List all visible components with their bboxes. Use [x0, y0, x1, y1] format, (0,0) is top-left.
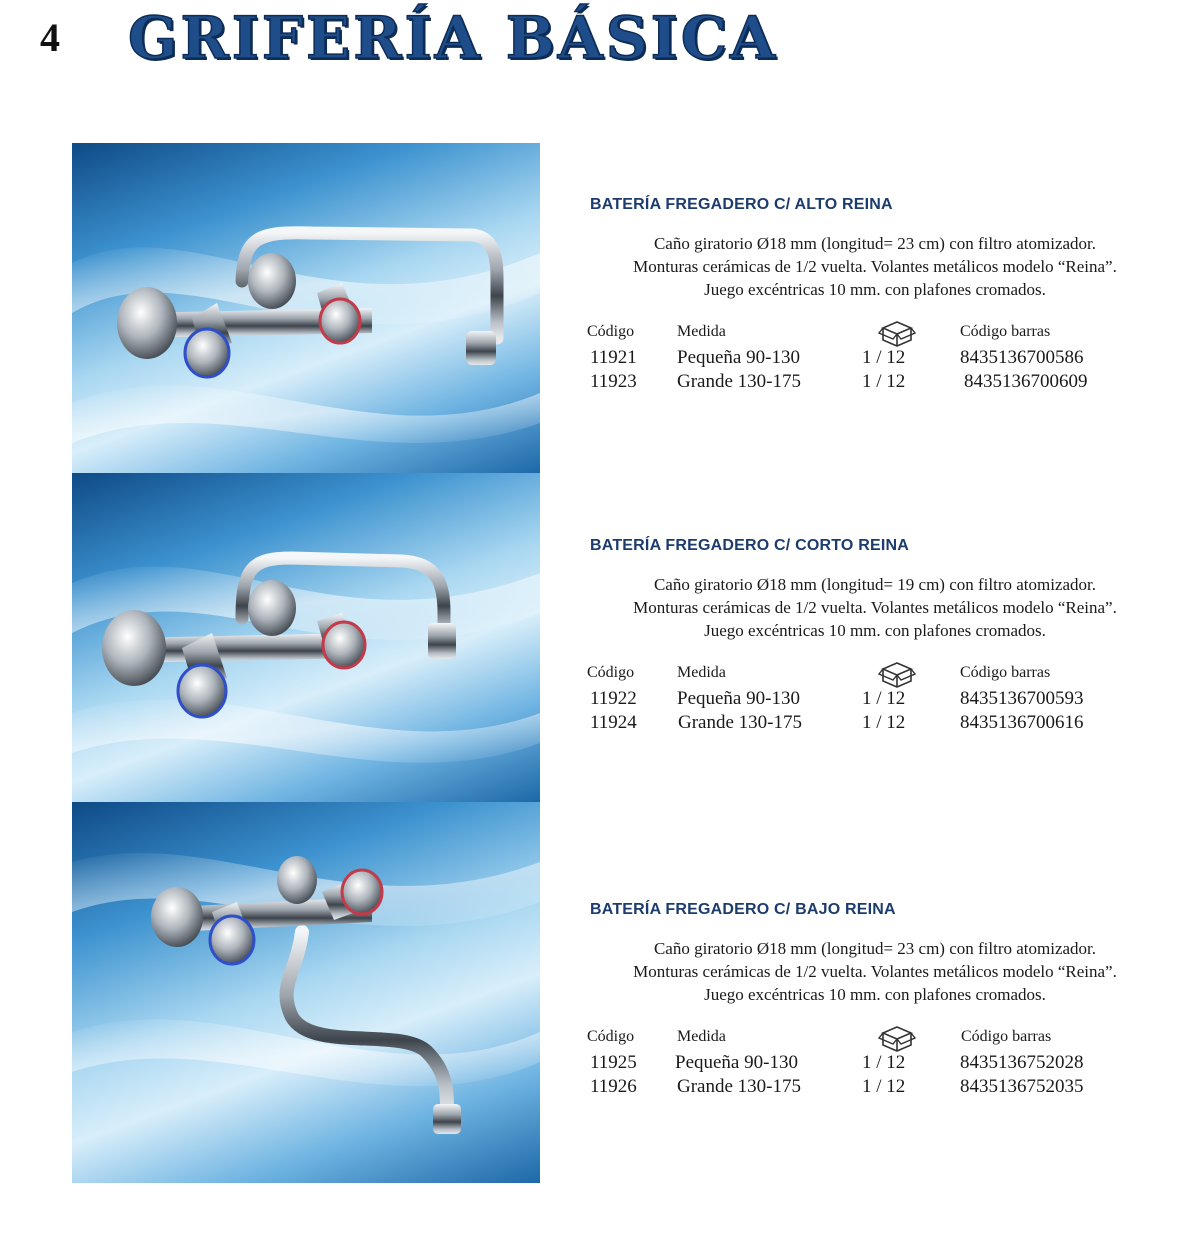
product-title: BATERÍA FREGADERO C/ ALTO REINA — [590, 196, 893, 213]
product-photo-alto — [72, 143, 540, 473]
product-table — [580, 1028, 1170, 1108]
product-barcode: 8435136700609 — [964, 371, 1088, 392]
column-header-size: Medida — [677, 323, 726, 340]
column-header-code: Código — [587, 323, 635, 340]
description-line: Caño giratorio Ø18 mm (longitud= 23 cm) con filtro atomizador. — [653, 939, 1097, 958]
product-size: Grande 130-175 — [677, 1076, 801, 1097]
product-title: BATERÍA FREGADERO C/ BAJO REINA — [590, 901, 896, 918]
description-line: Caño giratorio Ø18 mm (longitud= 23 cm) con filtro atomizador. — [653, 234, 1097, 253]
page-title: GRIFERÍA BÁSICA — [128, 4, 778, 72]
product-description — [580, 232, 1170, 301]
product-code: 11924 — [590, 712, 637, 733]
box-icon — [878, 1024, 916, 1052]
product-barcode: 8435136700593 — [960, 688, 1084, 709]
description-line: Caño giratorio Ø18 mm (longitud= 19 cm) con filtro atomizador. — [653, 575, 1097, 594]
description-line: Juego excéntricas 10 mm. con plafones cromados. — [704, 985, 1046, 1004]
column-header-code: Código — [587, 1028, 635, 1045]
product-photo-bajo — [72, 802, 540, 1183]
column-header-size: Medida — [677, 1028, 726, 1045]
box-icon — [878, 319, 916, 347]
product-barcode: 8435136700586 — [960, 347, 1084, 368]
description-line: Monturas cerámicas de 1/2 vuelta. Volantes metálicos modelo “Reina”. — [633, 257, 1117, 276]
column-header-barcode: Código barras — [960, 664, 1051, 681]
product-table — [580, 323, 1170, 403]
product-code: 11926 — [590, 1076, 637, 1097]
product-size: Pequeña 90-130 — [677, 688, 800, 709]
description-line: Juego excéntricas 10 mm. con plafones cromados. — [704, 621, 1046, 640]
product-barcode: 8435136700616 — [960, 712, 1084, 733]
product-code: 11923 — [590, 371, 637, 392]
product-description — [580, 573, 1170, 642]
product-pack: 1 / 12 — [862, 1076, 906, 1097]
product-pack: 1 / 12 — [862, 371, 906, 392]
product-code: 11925 — [590, 1052, 637, 1073]
product-block — [580, 901, 1170, 1108]
column-header-code: Código — [587, 664, 635, 681]
description-line: Juego excéntricas 10 mm. con plafones cromados. — [704, 280, 1046, 299]
description-line: Monturas cerámicas de 1/2 vuelta. Volantes metálicos modelo “Reina”. — [633, 962, 1117, 981]
column-header-barcode: Código barras — [961, 1028, 1052, 1045]
product-pack: 1 / 12 — [862, 712, 906, 733]
box-icon — [878, 660, 916, 688]
product-size: Pequeña 90-130 — [675, 1052, 798, 1073]
product-pack: 1 / 12 — [862, 688, 906, 709]
product-table — [580, 664, 1170, 744]
product-size: Grande 130-175 — [678, 712, 802, 733]
product-barcode: 8435136752028 — [960, 1052, 1084, 1073]
product-description — [580, 937, 1170, 1006]
product-title: BATERÍA FREGADERO C/ CORTO REINA — [590, 537, 910, 554]
column-header-size: Medida — [677, 664, 726, 681]
page-number: 4 — [40, 15, 60, 60]
product-code: 11921 — [590, 347, 637, 368]
product-block — [580, 537, 1170, 744]
product-pack: 1 / 12 — [862, 347, 906, 368]
description-line: Monturas cerámicas de 1/2 vuelta. Volantes metálicos modelo “Reina”. — [633, 598, 1117, 617]
product-size: Pequeña 90-130 — [677, 347, 800, 368]
product-size: Grande 130-175 — [677, 371, 801, 392]
product-code: 11922 — [590, 688, 637, 709]
product-pack: 1 / 12 — [862, 1052, 906, 1073]
product-barcode: 8435136752035 — [960, 1076, 1084, 1097]
product-block — [580, 196, 1170, 403]
column-header-barcode: Código barras — [960, 323, 1051, 340]
product-photo-corto — [72, 473, 540, 802]
